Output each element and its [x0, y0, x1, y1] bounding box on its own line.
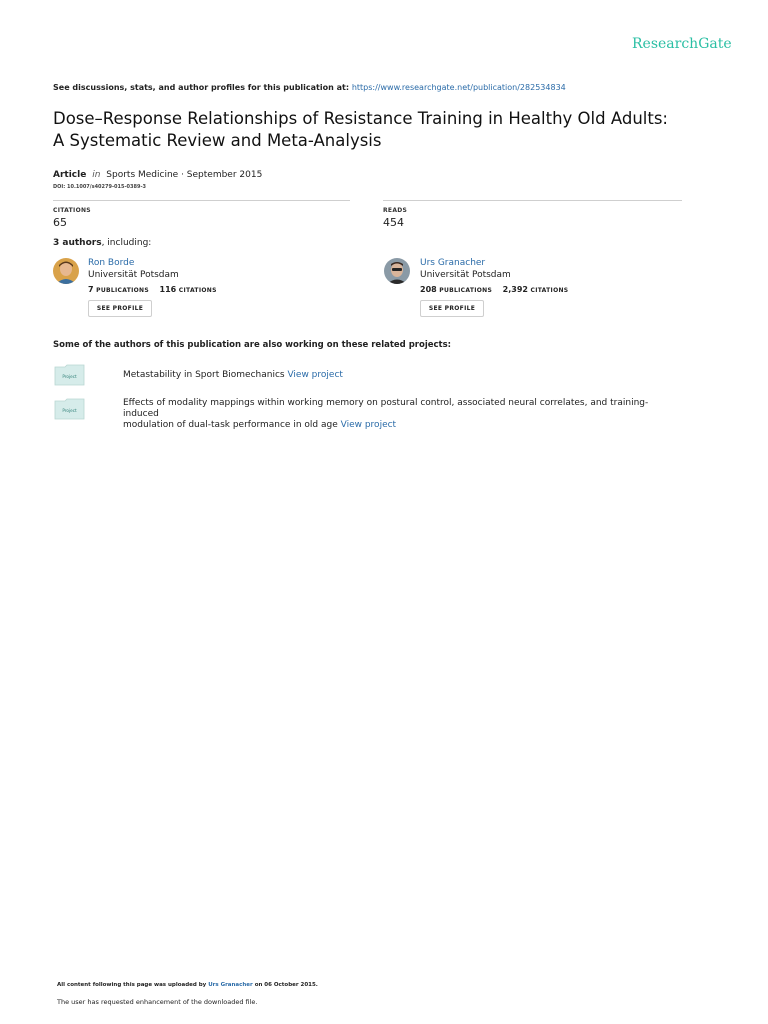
- article-in: in: [92, 170, 101, 180]
- article-meta: [53, 170, 262, 180]
- project-item: [123, 370, 343, 381]
- author-stats: [88, 285, 225, 294]
- project-icon-label: Project: [62, 374, 77, 379]
- article-kind: Article: [53, 170, 87, 180]
- citations-value: 65: [53, 216, 67, 229]
- paper-title-line-1: Dose–Response Relationships of Resistance Training in Healthy Old Adults:: [53, 109, 668, 128]
- project-title: Metastability in Sport Biomechanics: [123, 370, 285, 380]
- publication-url-link[interactable]: https://www.researchgate.net/publication/282534834: [351, 83, 566, 92]
- discussion-text: See discussions, stats, and author profiles for this publication at:: [53, 83, 350, 92]
- project-item: [123, 398, 683, 431]
- publications-count: 208: [420, 285, 437, 294]
- author-stats: [420, 285, 576, 294]
- author-name-ron-borde[interactable]: Ron Borde: [88, 258, 135, 268]
- reads-value: 454: [383, 216, 404, 229]
- upload-notice: [57, 982, 318, 988]
- author-name-urs-granacher[interactable]: Urs Granacher: [420, 258, 486, 268]
- author-affiliation: Universität Potsdam: [420, 270, 511, 280]
- publications-label: PUBLICATIONS: [96, 287, 149, 294]
- upload-date: on 06 October 2015.: [254, 982, 318, 988]
- researchgate-logo[interactable]: ResearchGate: [632, 36, 732, 52]
- citations-label: CITATIONS: [178, 287, 217, 294]
- paper-title: [53, 108, 733, 152]
- citations-label: CITATIONS: [53, 207, 91, 214]
- authors-header: [53, 238, 151, 248]
- publications-count: 7: [88, 285, 94, 294]
- citations-divider: [53, 200, 350, 201]
- enhancement-note: The user has requested enhancement of the downloaded file.: [57, 998, 258, 1006]
- author-avatar-urs-granacher[interactable]: [384, 258, 410, 284]
- citations-count: 116: [159, 285, 177, 294]
- paper-title-line-2: A Systematic Review and Meta-Analysis: [53, 131, 382, 150]
- project-folder-icon: [54, 364, 85, 386]
- reads-divider: [383, 200, 682, 201]
- citations-label: CITATIONS: [530, 287, 569, 294]
- discussion-notice: [53, 83, 566, 92]
- project-icon-label: Project: [62, 408, 77, 413]
- doi: DOI: 10.1007/s40279-015-0389-3: [53, 184, 147, 190]
- view-project-link[interactable]: View project: [287, 370, 343, 380]
- uploader-link[interactable]: Urs Granacher: [208, 982, 253, 988]
- author-affiliation: Universität Potsdam: [88, 270, 179, 280]
- journal-info: Sports Medicine · September 2015: [106, 170, 263, 180]
- citations-count: 2,392: [502, 285, 528, 294]
- see-profile-button[interactable]: SEE PROFILE: [420, 300, 484, 317]
- project-title-line-1: Effects of modality mappings within working memory on postural control, associated neural correlates, and training-induced: [123, 398, 649, 419]
- reads-label: READS: [383, 207, 408, 214]
- project-folder-icon: [54, 398, 85, 420]
- author-avatar-ron-borde[interactable]: [53, 258, 79, 284]
- publications-label: PUBLICATIONS: [439, 287, 493, 294]
- view-project-link[interactable]: View project: [340, 420, 397, 430]
- authors-count: 3 authors: [53, 238, 102, 248]
- see-profile-button[interactable]: SEE PROFILE: [88, 300, 152, 317]
- upload-prefix: All content following this page was uploaded by: [57, 982, 207, 988]
- authors-including: , including:: [101, 238, 152, 248]
- related-projects-heading: Some of the authors of this publication are also working on these related projects:: [53, 340, 452, 350]
- project-title-line-2: modulation of dual-task performance in old age: [123, 420, 338, 430]
